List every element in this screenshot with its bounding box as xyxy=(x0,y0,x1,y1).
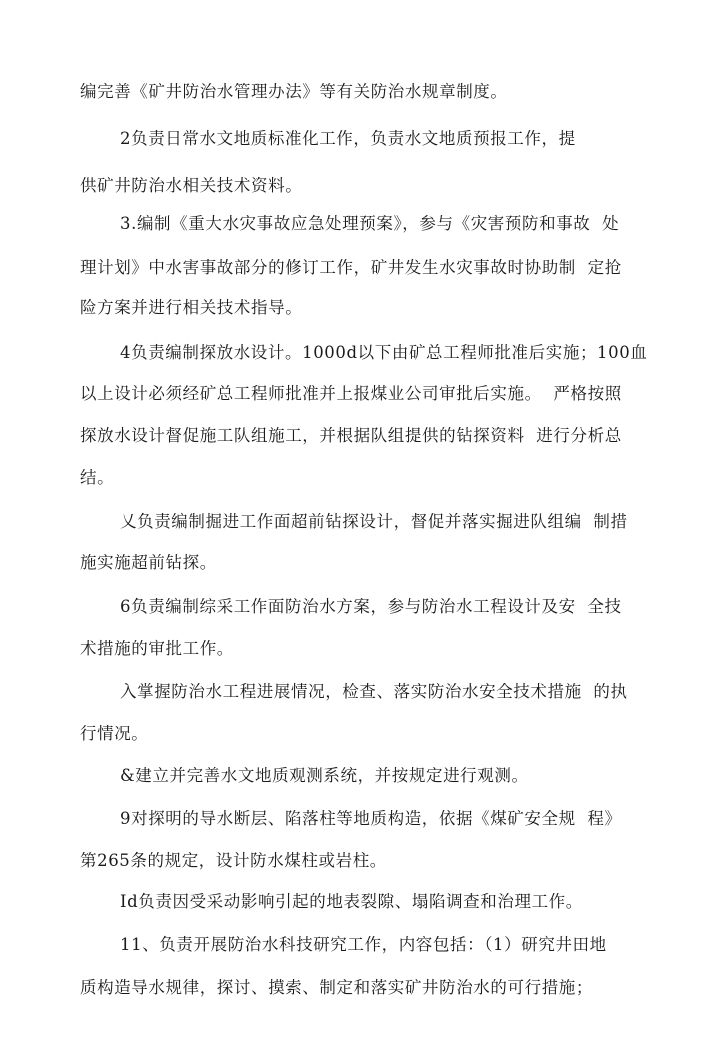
text-line: 术措施的审批工作。 xyxy=(80,639,234,658)
text-line: 9对探明的导水断层、陷落柱等地质构造，依据《煤矿安全规 程》 xyxy=(120,809,622,828)
text-line: 结。 xyxy=(80,468,115,487)
text-line: 施实施超前钻探。 xyxy=(80,553,217,572)
text-line: 以上设计必须经矿总工程师批准并上报煤业公司审批后实施。 严格按照 xyxy=(80,384,622,403)
text-line: 质构造导水规律，探讨、摸索、制定和落实矿井防治水的可行措施； xyxy=(80,978,593,997)
text-line: 11、负责开展防治水科技研究工作，内容包括：（1）研究井田地 xyxy=(120,935,607,954)
text-line: 2负责日常水文地质标准化工作，负责水文地质预报工作，提 xyxy=(120,129,576,148)
text-line: 理计划》中水害事故部分的修订工作，矿井发生水灾事故时协助制 定抢 xyxy=(80,258,622,277)
text-line: 编完善《矿井防治水管理办法》等有关防治水规章制度。 xyxy=(80,82,508,101)
text-line: &建立并完善水文地质观测系统，并按规定进行观测。 xyxy=(120,766,529,785)
text-line: 6负责编制综采工作面防治水方案，参与防治水工程设计及安 全技 xyxy=(120,597,622,616)
text-line: 探放水设计督促施工队组施工，并根据队组提供的钻探资料 进行分析总 xyxy=(80,426,622,445)
text-line: 入掌握防治水工程进展情况，检查、落实防治水安全技术措施 的执 xyxy=(120,682,628,701)
text-line: 行情况。 xyxy=(80,724,149,743)
text-line: 乂负责编制掘进工作面超前钻探设计，督促并落实掘进队组编 制措 xyxy=(120,512,628,531)
text-line: Id负责因受采动影响引起的地表裂隙、塌陷调查和治理工作。 xyxy=(120,892,583,911)
text-line: 3.编制《重大水灾事故应急处理预案》，参与《灾害预防和事故 处 xyxy=(120,214,620,233)
text-line: 第265条的规定，设计防水煤柱或岩柱。 xyxy=(80,851,387,870)
text-line: 供矿井防治水相关技术资料。 xyxy=(80,176,303,195)
text-line: 4负责编制探放水设计。1000d以下由矿总工程师批准后实施；100血 xyxy=(120,343,648,362)
text-line: 险方案并进行相关技术指导。 xyxy=(80,298,303,317)
